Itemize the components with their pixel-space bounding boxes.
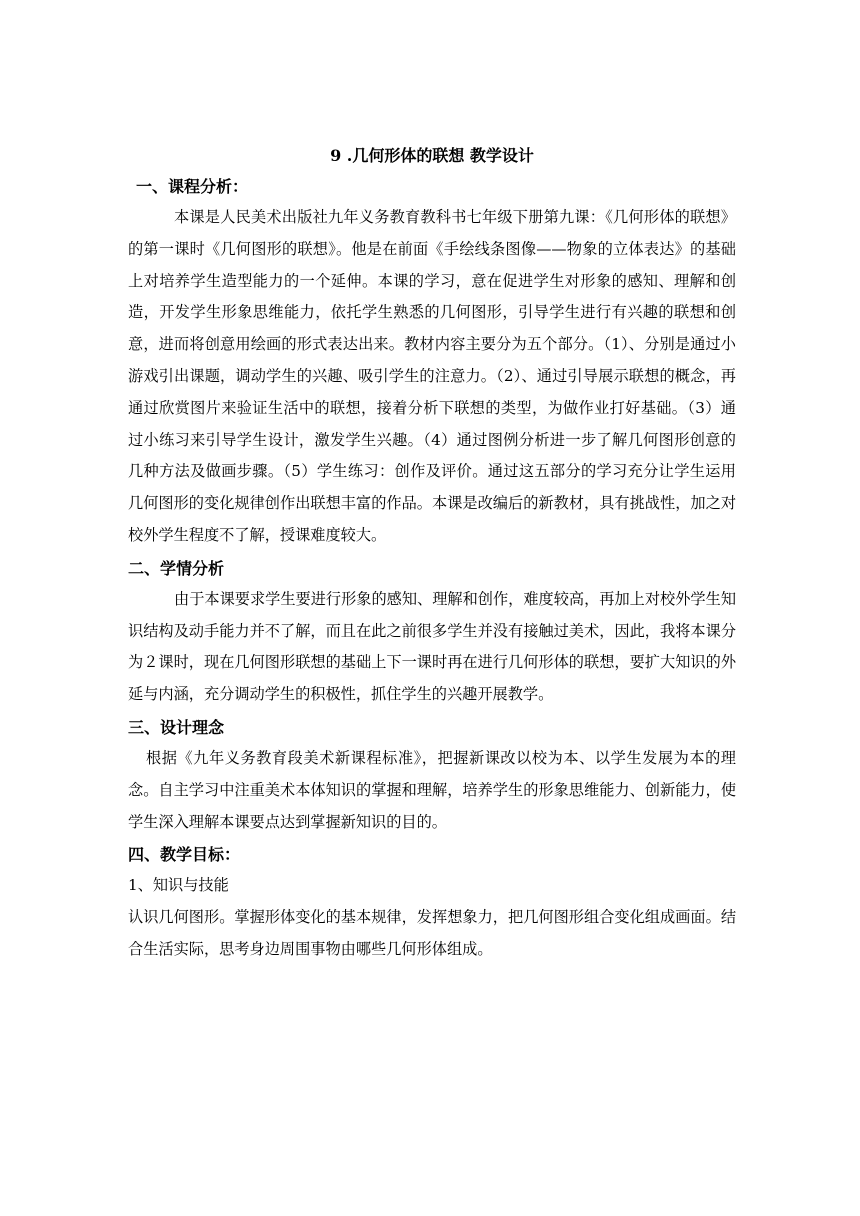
section-heading-design-concept: 三、设计理念	[128, 717, 225, 737]
paragraph-knowledge-skills: 认识几何图形。掌握形体变化的基本规律，发挥想象力，把几何图形组合变化组成画面。结合生活实际，思考身边周围事物由哪些几何形体组成。	[128, 908, 736, 958]
section-student-analysis	[128, 554, 736, 711]
section-heading-student-analysis: 二、学情分析	[128, 558, 225, 578]
section-teaching-goals	[128, 840, 736, 965]
section-design-concept	[128, 713, 736, 838]
paragraph-student-analysis: 由于本课要求学生要进行形象的感知、理解和创作，难度较高，再加上对校外学生知识结构及动手能力并不了解，而且在此之前很多学生并没有接触过美术，因此，我将本课分为２课时，现在几何图形联想的基础上下一课时再在进行几何形体的联想，要扩大知识的外延与内涵，充分调动学生的积极性，抓住学生的兴趣开展教学。	[128, 589, 736, 704]
section-heading-course-analysis: 一、课程分析：	[136, 177, 249, 196]
document-title: 9 .几何形体的联想 教学设计	[330, 146, 534, 165]
paragraph-course-analysis: 本课是人民美术出版社九年义务教育教科书七年级下册第九课：《几何形体的联想》的第一课时《几何图形的联想》。他是在前面《手绘线条图像——物象的立体表达》的基础上对培养学生造型能力的一个延伸。本课的学习，意在促进学生对形象的感知、理解和创造，开发学生形象思维能力，依托学生熟悉的几何图形，引导学生进行有兴趣的联想和创意，进而将创意用绘画的形式表达出来。教材内容主要分为五个部分。（1）、分别是通过小游戏引出课题，调动学生的兴趣、吸引学生的注意力。（2）、通过引导展示联想的概念，再通过欣赏图片来验证生活中的联想，接着分析下联想的类型，为做作业打好基础。（3）通过小练习来引导学生设计，激发学生兴趣。（4）通过图例分析进一步了解几何图形创意的几种方法及做画步骤。（5）学生练习：创作及评价。通过这五部分的学习充分让学生运用几何图形的变化规律创作出联想丰富的作品。本课是改编后的新教材，具有挑战性，加之对校外学生程度不了解，授课难度较大。	[128, 208, 736, 544]
paragraph-design-concept: 根据《九年义务教育段美术新课程标准》，把握新课改以校为本、以学生发展为本的理念。自主学习中注重美术本体知识的掌握和理解，培养学生的形象思维能力、创新能力，使学生深入理解本课要点达到掌握新知识的目的。	[128, 748, 736, 831]
section-course-analysis	[128, 172, 736, 552]
section-heading-teaching-goals: 四、教学目标：	[128, 845, 241, 865]
subheading-knowledge-skills: 1、知识与技能	[128, 876, 229, 895]
document-page	[128, 142, 736, 966]
